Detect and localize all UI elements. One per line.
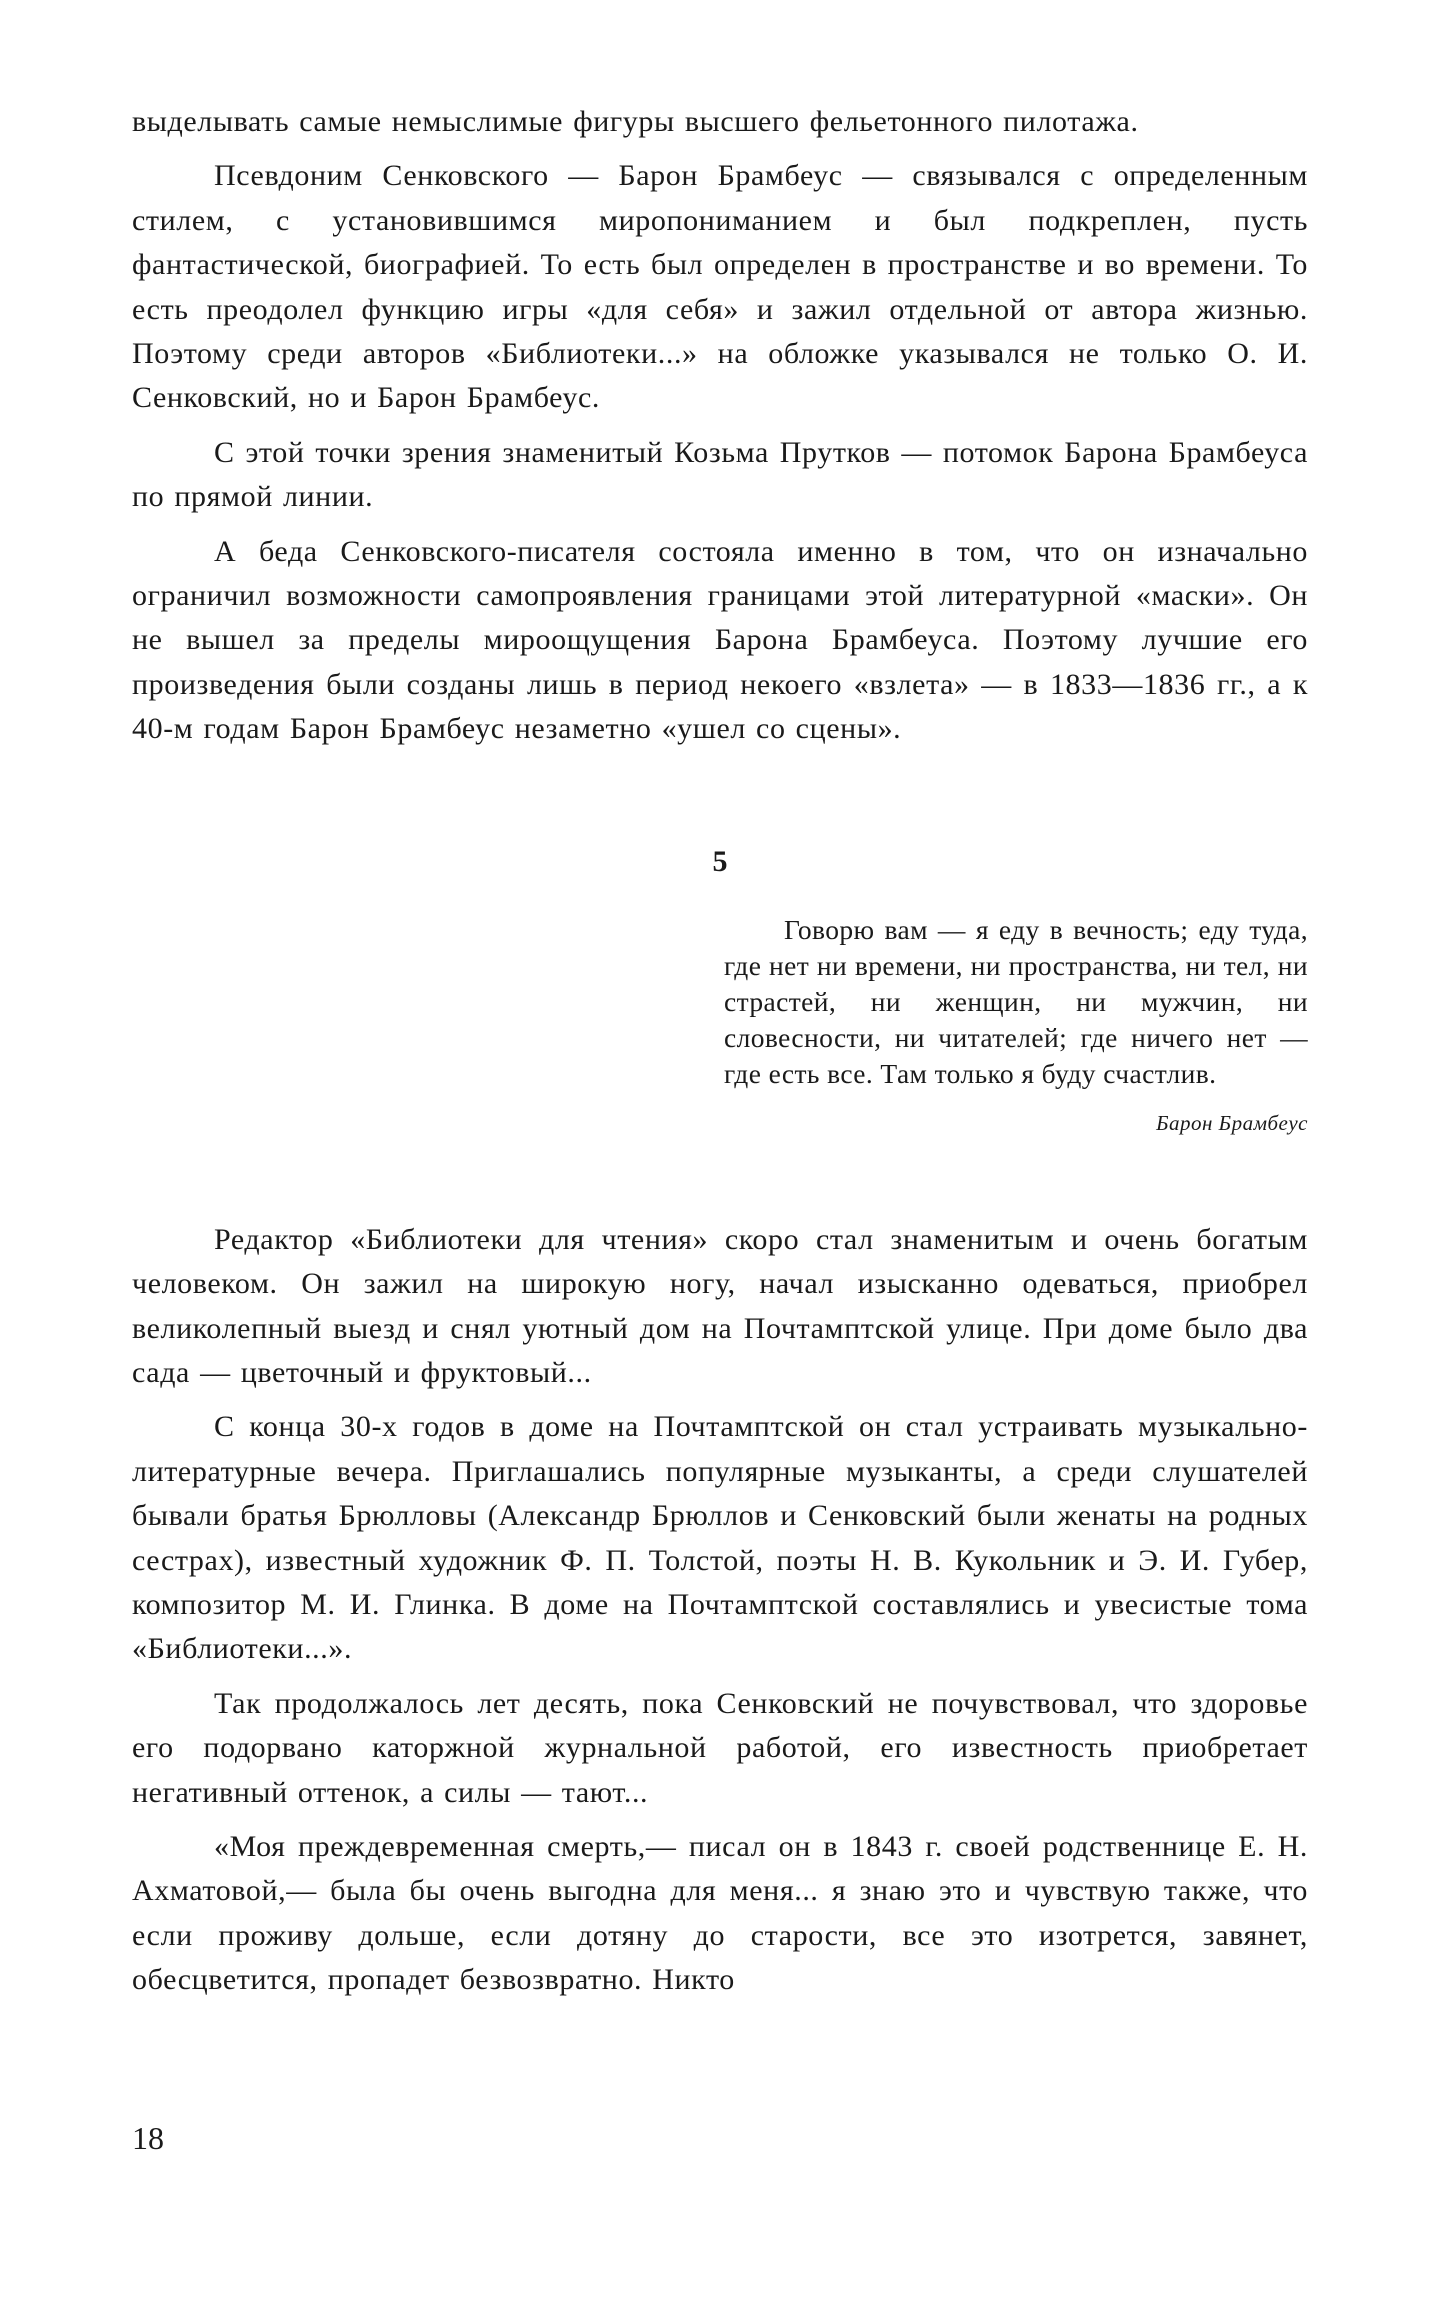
paragraph-editor: Редактор «Библиотеки для чтения» скоро стал знаменитым и очень богатым человеком. Он зажил на широкую ногу, начал изысканно одеваться, приобрел великолепный выезд и снял уютный дом на Почтамптской улице. При доме было два сада — цветочный и фруктовый... <box>132 1222 1308 1389</box>
epigraph-text: Говорю вам — я еду в вечность; еду туда, где нет ни времени, ни пространства, ни тел, ни страстей, ни женщин, ни мужчин, ни словесности, ни читателей; где ничего нет — где есть все. Там только я буду счастлив. <box>724 913 1308 1089</box>
paragraph-pseudonym: Псевдоним Сенковского — Барон Брамбеус — связывался с определенным стилем, с установившимся миропониманием и был подкреплен, пусть фантастической, биографией. То есть был определен в пространстве и во времени. То есть преодолел функцию игры «для себя» и зажил отдельной от автора жизнью. Поэтому среди авторов «Библиотеки...» на обложке указывался не только О. И. Сенковский, но и Барон Брамбеус. <box>132 159 1308 415</box>
paragraph-continuation: выделывать самые немыслимые фигуры высшего фельетонного пилотажа. <box>132 105 1139 138</box>
epigraph <box>724 912 1308 1138</box>
paragraph-prutkov: С этой точки зрения знаменитый Козьма Прутков — потомок Барона Брамбеуса по прямой линии. <box>132 435 1308 514</box>
paragraph-health: Так продолжалось лет десять, пока Сенковский не почувствовал, что здоровье его подорвано каторжной журнальной работой, его известность приобретает негативный оттенок, а силы — тают... <box>132 1686 1308 1809</box>
bottom-text-block <box>132 1218 1308 2003</box>
book-page <box>132 100 1308 2240</box>
epigraph-author: Барон Брамбеус <box>1156 1110 1308 1135</box>
top-text-block <box>132 100 1308 752</box>
paragraph-letter-quote: «Моя преждевременная смерть,— писал он в 1843 г. своей родственнице Е. Н. Ахматовой,— была бы очень выгодна для меня... я знаю это и чувствую также, что если проживу дольше, если дотяну до старости, все это изотрется, завянет, обесцветится, пропадет безвозвратно. Никто <box>132 1829 1308 1997</box>
section-number: 5 <box>712 844 728 878</box>
paragraph-evenings: С конца 30-х годов в доме на Почтамптской он стал устраивать музыкально-литературные вечера. Приглашались популярные музыканты, а среди слушателей бывали братья Брюлловы (Александр Брюллов и Сенковский были женаты на родных сестрах), известный художник Ф. П. Толстой, поэты Н. В. Кукольник и Э. И. Губер, композитор М. И. Глинка. В доме на Почтамптской составлялись и увесистые тома «Библиотеки...». <box>132 1410 1308 1666</box>
paragraph-mask: А беда Сенковского-писателя состояла именно в том, что он изначально ограничил возможности самопроявления границами этой литературной «маски». Он не вышел за пределы мироощущения Барона Брамбеуса. Поэтому лучшие его произведения были созданы лишь в период некоего «взлета» — в 1833—1836 гг., а к 40-м годам Барон Брамбеус незаметно «ушел со сцены». <box>132 534 1308 746</box>
page-number: 18 <box>132 2120 164 2156</box>
